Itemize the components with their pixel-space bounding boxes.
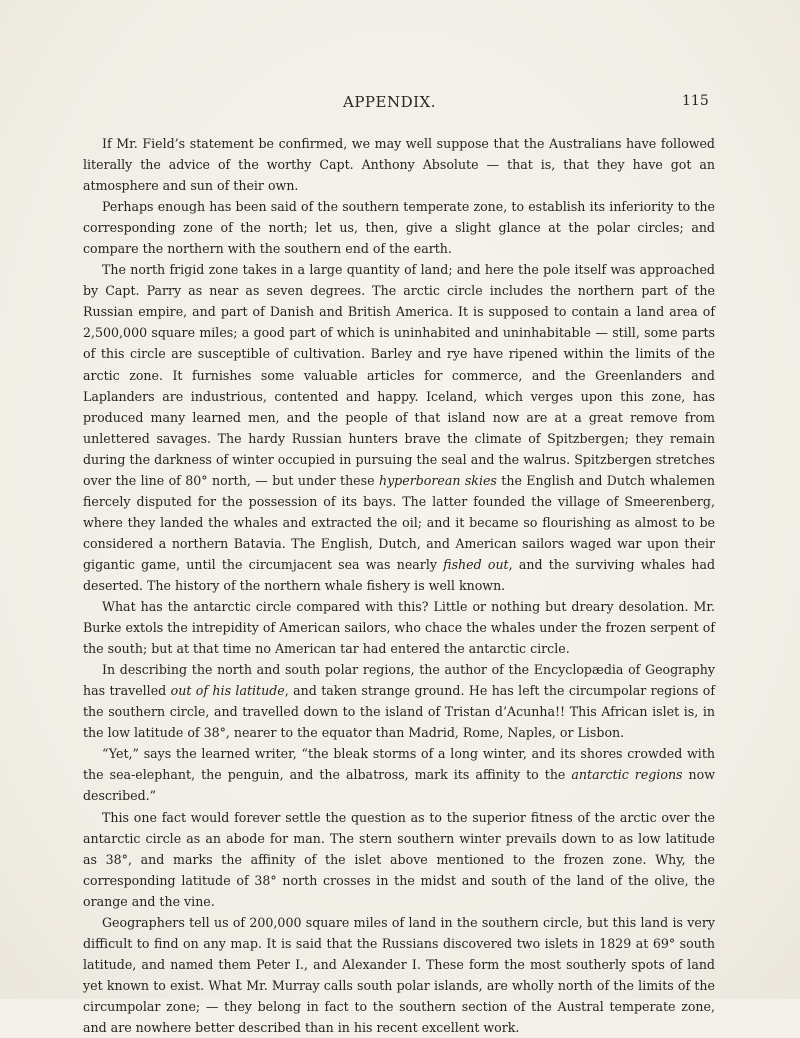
text-run: now described.” xyxy=(83,767,715,804)
text-run: , and taken strange ground. He has left the circumpolar regions of the southern circle, and travelled down to the island of Tristan d’Acunha!! This African islet is, in the low latitude of 38°, nearer to the equator than Madrid, Rome, Naples, or Lisbon. xyxy=(83,683,715,741)
paragraph xyxy=(83,133,715,196)
page-header xyxy=(0,93,800,117)
page-number: 115 xyxy=(682,93,709,109)
text-run: “Yet,” says the learned writer, “the bleak storms of a long winter, and its shores crowded with the sea-elephant, the penguin, and the albatross, mark its affinity to the xyxy=(83,746,715,783)
body-text xyxy=(83,133,715,1038)
paragraph xyxy=(83,259,715,596)
paragraph xyxy=(83,912,715,1038)
italic-text: hyperborean skies xyxy=(378,472,497,488)
paragraph xyxy=(83,596,715,659)
text-run: Perhaps enough has been said of the southern temperate zone, to establish its inferiority to the corresponding zone of the north; let us, then, give a slight glance at the polar circles; and compare the northern with the southern end of the earth. xyxy=(83,199,715,257)
text-run: This one fact would forever settle the question as to the superior fitness of the arctic over the antarctic circle as an abode for man. The stern southern winter prevails down to as low latitude as 38°, and marks the affinity of the islet above mentioned to the frozen zone. Why, the corresponding latitude of 38° north crosses in the midst and south of the land of the olive, the orange and the vine. xyxy=(83,809,715,909)
italic-text: out of his latitude xyxy=(170,683,285,699)
paragraph xyxy=(83,659,715,743)
text-run: the English and Dutch whalemen fiercely disputed for the possession of its bays. The latter founded the village of Smeerenberg, where they landed the whales and extracted the oil; and it became so flourishing as almost to be considered a northern Batavia. The English, Dutch, and American sailors waged war upon their gigantic game, until the circumjacent sea was nearly xyxy=(83,472,715,572)
text-run: If Mr. Field’s statement be confirmed, we may well suppose that the Australians have followed literally the advice of the worthy Capt. Anthony Absolute — that is, that they have got an atmosphere and sun of their own. xyxy=(83,136,715,194)
text-run: The north frigid zone takes in a large quantity of land; and here the pole itself was approached by Capt. Parry as near as seven degrees. The arctic circle includes the northern part of the Russian empire, and part of Danish and British America. It is supposed to contain a land area of 2,500,000 square miles; a good part of which is uninhabited and uninhabitable — still, some parts of this circle are susceptible of cultivation. Barley and rye have ripened within the limits of the arctic zone. It furnishes some valuable articles for commerce, and the Greenlanders and Laplanders are industrious, contented and happy. Iceland, which verges upon this zone, has produced many learned men, and the people of that island now are at a great remove from unlettered savages. The hardy Russian hunters brave the climate of Spitzbergen; they remain during the darkness of winter occupied in pursuing the seal and the walrus. Spitzbergen stretches over the line of 80° north, — but under these xyxy=(83,262,715,488)
text-run: What has the antarctic circle compared with this? Little or nothing but dreary desolation. Mr. Burke extols the intrepidity of American sailors, who chace the whales under the frozen serpent of the south; but at that time no American tar had entered the antarctic circle. xyxy=(83,599,715,657)
paragraph xyxy=(83,196,715,259)
text-run: Geographers tell us of 200,000 square miles of land in the southern circle, but this land is very difficult to find on any map. It is said that the Russians discovered two islets in 1829 at 69° south latitude, and named them Peter I., and Alexander I. These form the most southerly spots of land yet known to exist. What Mr. Murray calls south polar islands, are wholly north of the limits of the circumpolar zone; — they belong in fact to the southern section of the Austral temperate zone, and are nowhere better described than in his recent excellent work. xyxy=(83,914,715,1035)
text-run: In describing the north and south polar regions, the author of the Encyclopædia of Geography has travelled xyxy=(83,662,715,699)
paragraph xyxy=(83,743,715,806)
text-run: , and the surviving whales had deserted. The history of the northern whale fishery is well known. xyxy=(83,556,716,593)
running-head: APPENDIX. xyxy=(343,93,436,111)
italic-text: antarctic regions xyxy=(571,767,683,783)
paragraph xyxy=(83,807,715,912)
italic-text: fished out xyxy=(443,556,509,572)
